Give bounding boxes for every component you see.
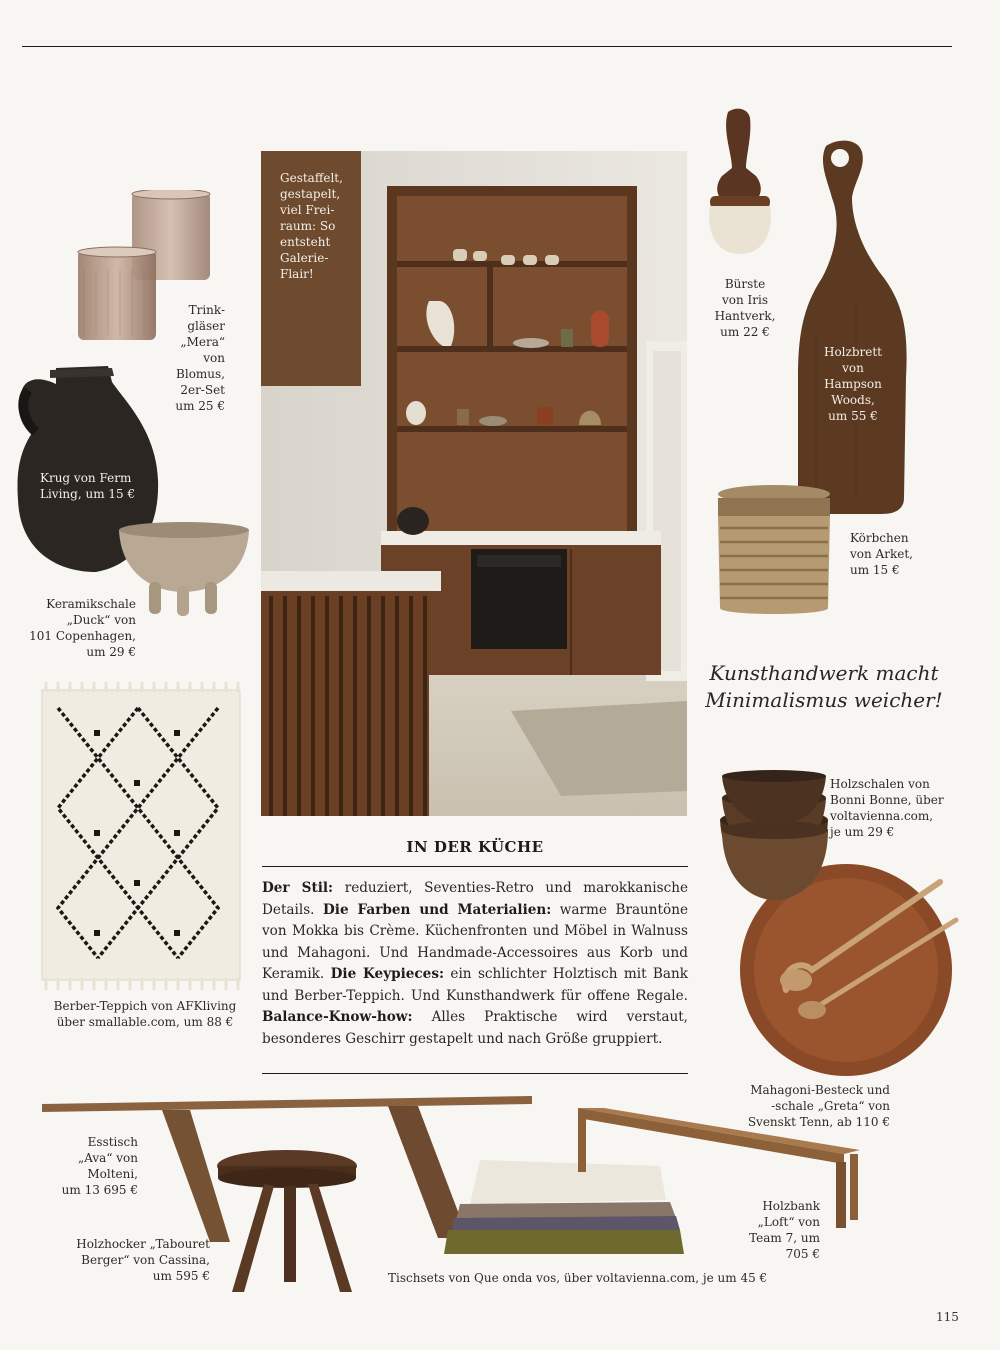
- article-rule-top: [262, 866, 688, 867]
- placemats-caption: Tischsets von Que onda vos, über voltavienna.com, je um 45 €: [388, 1271, 768, 1285]
- balance-text: Alles Praktische wird verstaut, besonderes Geschirr gestapelt und nach Größe gruppiert.: [262, 1009, 688, 1047]
- table-caption: Esstisch „Ava“ von Molteni, um 13 695 €: [61, 1135, 138, 1197]
- rug-image: [38, 678, 244, 994]
- basket-caption: Körbchen von Arket, um 15 €: [850, 531, 913, 577]
- article-rule-bottom: [262, 1073, 688, 1074]
- style-text: reduziert, Seventies-Retro und marokkanische Details.: [262, 880, 689, 918]
- keypieces-text: ein schlichter Holztisch mit Bank und Berber-Teppich. Und Kunsthandwerk für offene Regale.: [262, 966, 689, 1004]
- balance-label: Balance-Know-how:: [262, 1009, 413, 1025]
- style-label: Der Stil:: [262, 880, 334, 896]
- brush-image: [700, 106, 780, 256]
- top-rule: [22, 46, 952, 47]
- stool-image: [212, 1146, 362, 1296]
- bench-image: [574, 1106, 864, 1230]
- wood-bowls-caption: Holzschalen von Bonni Bonne, über voltavienna.com, je um 29 €: [830, 777, 944, 839]
- board-caption: Holzbrett von Hampson Woods, um 55 €: [823, 345, 882, 423]
- stool-caption: Holzhocker „Tabouret Berger“ von Cassina, um 595 €: [76, 1237, 210, 1283]
- cutlery-caption: Mahagoni-Besteck und -schale „Greta“ von Svenskt Tenn, ab 110 €: [747, 1083, 890, 1129]
- photo-caption: Gestaffelt, gestapelt, viel Frei- raum: So entsteht Galerie- Flair!: [280, 171, 343, 281]
- materials-label: Die Farben und Materialien:: [323, 901, 552, 918]
- bowl-image: [115, 520, 255, 620]
- article-heading: IN DER KÜCHE: [406, 838, 544, 856]
- bench-caption: Holzbank „Loft“ von Team 7, um 705 €: [749, 1199, 820, 1261]
- materials-text: warme Brauntöne von Mokka bis Crème. Küchenfronten und Möbel in Walnuss und Mahagoni. Und Handmade-Accessoires aus Korb und Keramik.: [262, 901, 688, 982]
- pull-quote: Kunsthandwerk macht Minimalismus weicher!: [705, 661, 943, 712]
- board-image: [796, 138, 910, 514]
- keypieces-label: Die Keypieces:: [330, 966, 445, 982]
- basket-image: [714, 484, 834, 618]
- article-body: [262, 878, 688, 1050]
- jug-caption: Krug von Ferm Living, um 15 €: [40, 471, 136, 501]
- bowl-caption: Keramikschale „Duck“ von 101 Copenhagen, um 29 €: [29, 597, 136, 659]
- page-number: 115: [936, 1310, 959, 1324]
- glasses-caption: Trink- gläser „Mera“ von Blomus, 2er-Set um 25 €: [175, 303, 225, 413]
- brush-caption: Bürste von Iris Hantverk, um 22 €: [714, 277, 776, 339]
- rug-caption: Berber-Teppich von AFKliving über smallable.com, um 88 €: [53, 999, 237, 1029]
